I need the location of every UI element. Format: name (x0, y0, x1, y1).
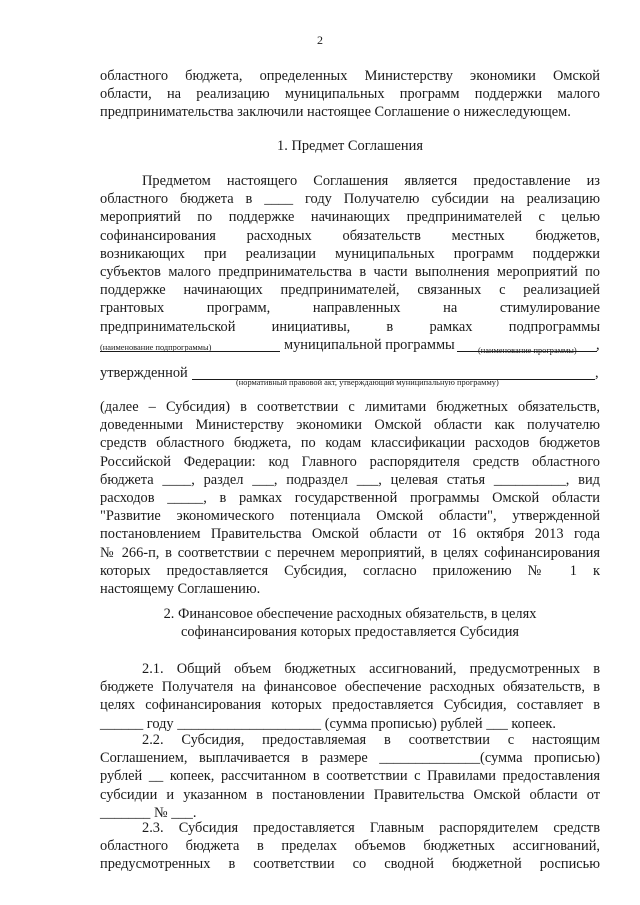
text-line: бюджете Получателя на финансовое обеспечение расходных обязательств, в (100, 679, 600, 696)
text-line: Соглашением, выплачивается в размере ______________(сумма прописью) (100, 750, 600, 767)
section2-title (100, 605, 600, 641)
comma: , (595, 365, 599, 381)
text-line: грантовых программ, направленных на стимулирование (100, 300, 600, 317)
text-line: расходов _____, в рамках государственной программы Омской области (100, 489, 600, 506)
comma: , (596, 337, 600, 353)
text-line: _______ № ___. (100, 804, 197, 821)
text-line: целях софинансирования которых предоставляется Субсидия, составляет в (100, 697, 600, 714)
caption-act: (нормативный правовой акт, утверждающий муниципальную программу) (236, 378, 499, 387)
text-line: областного бюджета в пределах объемов бюджетных ассигнований, (100, 838, 600, 855)
text-line: предпринимательской инициативы, в рамках подпрограммы (100, 318, 600, 335)
text-line: Предметом настоящего Соглашения является предоставление из (142, 173, 600, 189)
text-line: 2.1. Общий объем бюджетных ассигнований, предусмотренных в (142, 661, 600, 677)
text-line: возникающих при реализации муниципальных программ поддержки (100, 245, 600, 262)
caption-subprogram: (наименование подпрограммы) (100, 343, 212, 352)
text-line: постановлением Правительства Омской области от 16 октября 2013 года (100, 526, 600, 543)
text-line: Российской Федерации: код Главного распорядителя средств областного (100, 453, 600, 470)
text-line: софинансирования расходных обязательств местных бюджетов, (100, 227, 600, 244)
text-line: 2.2. Субсидия, предоставляемая в соответствии с настоящим (142, 732, 600, 748)
text-line: субъектов малого предпринимательства в части выполнения мероприятий по (100, 263, 600, 280)
caption-program: (наименование программы) (478, 346, 577, 355)
section1-paragraph (100, 172, 600, 336)
text-line: рублей __ копеек, рассчитанном в соответствии с Правилами предоставления (100, 768, 600, 785)
section2-title-line: 2. Финансовое обеспечение расходных обязательств, в целях (163, 606, 537, 622)
text-line: областного бюджета в ____ году Получателю субсидии на реализацию (100, 191, 600, 208)
page-number: 2 (317, 33, 323, 47)
approved-label: утвержденной (100, 365, 188, 381)
text-line: областного бюджета, определенных Министерству экономики Омской (100, 68, 600, 84)
text-line: предпринимательства заключили настоящее Соглашение о нижеследующем. (100, 104, 571, 121)
section2-title-line: софинансирования которых предоставляется Субсидия (180, 624, 520, 641)
paragraph-2-3 (100, 819, 600, 874)
paragraph-2-1 (100, 660, 600, 733)
text-line: области, на реализацию муниципальных программ поддержки малого (100, 86, 600, 103)
paragraph-2-2 (100, 731, 600, 822)
text-line: средств областного бюджета, по кодам классификации расходов бюджетов (100, 435, 600, 452)
text-line: настоящему Соглашению. (100, 580, 261, 597)
text-line: доведенными Министерству экономики Омской области как получателю (100, 417, 600, 434)
section1-title: 1. Предмет Соглашения (277, 138, 423, 154)
text-line: ______ году ____________________ (сумма прописью) рублей ___ копеек. (100, 715, 556, 732)
subprogram-line-text: муниципальной программы (284, 337, 455, 353)
text-line: бюджета ____, раздел ___, подраздел ___, целевая статья __________, вид (100, 471, 600, 488)
intro-paragraph (100, 67, 600, 122)
text-line: субсидии и указанном в постановлении Правительства Омской области от (100, 786, 600, 803)
text-line: (далее – Субсидия) в соответствии с лимитами бюджетных обязательств, (100, 399, 600, 415)
text-line: 2.3. Субсидия предоставляется Главным распорядителем средств (142, 820, 600, 836)
text-line: № 266-п, в соответствии с перечнем мероприятий, в целях софинансирования (100, 544, 600, 561)
text-line: мероприятий по поддержке начинающих предпринимателей с целью (100, 209, 600, 226)
text-line: поддержке начинающих предпринимателей, связанных с реализацией (100, 282, 600, 299)
text-line: которых предоставляется Субсидия, согласно приложению № 1 к (100, 562, 600, 579)
text-line: предусмотренных в соответствии со сводной бюджетной росписью (100, 856, 600, 873)
text-line: "Развитие экономического потенциала Омской области", утвержденной (100, 508, 600, 525)
section1-continuation (100, 398, 600, 598)
